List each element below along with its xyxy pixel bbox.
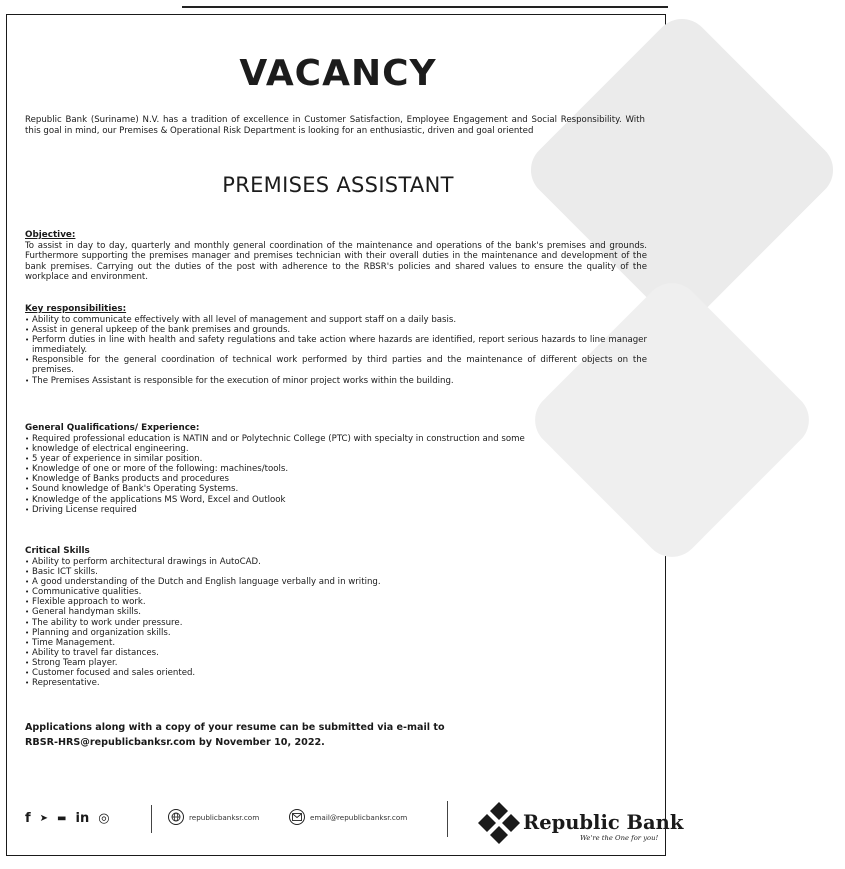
list-item: • A good understanding of the Dutch and English language verbally and in writing. bbox=[25, 577, 647, 587]
list-item: • Ability to perform architectural drawings in AutoCAD. bbox=[25, 557, 647, 567]
globe-icon bbox=[168, 809, 184, 825]
list-item: • Sound knowledge of Bank's Operating Systems. bbox=[25, 484, 647, 494]
republic-bank-logo bbox=[475, 795, 684, 851]
list-item: • Flexible approach to work. bbox=[25, 597, 647, 607]
footer bbox=[25, 795, 684, 851]
top-rule bbox=[182, 6, 668, 8]
application-instructions bbox=[25, 720, 585, 750]
brand-name: Republic Bank bbox=[523, 811, 684, 834]
facebook-icon[interactable]: f bbox=[25, 811, 31, 826]
website-text: republicbanksr.com bbox=[189, 812, 260, 822]
skills-list bbox=[25, 557, 647, 688]
application-line-2: RBSR-HRS@republicbanksr.com by November 10, 2022. bbox=[25, 737, 325, 748]
linkedin-icon[interactable]: in bbox=[75, 811, 90, 826]
responsibilities-section bbox=[25, 304, 647, 386]
footer-divider bbox=[151, 805, 152, 833]
list-item: • Required professional education is NATIN and or Polytechnic College (PTC) with specialty in construction and some bbox=[25, 434, 647, 444]
youtube-icon[interactable]: ▬ bbox=[57, 813, 67, 824]
vacancy-ad-frame bbox=[6, 14, 684, 856]
list-item: • Driving License required bbox=[25, 505, 647, 515]
list-item: • Responsible for the general coordination of technical work performed by third parties and the maintenance of different objects on the premises. bbox=[25, 355, 647, 375]
list-item: • Assist in general upkeep of the bank premises and grounds. bbox=[25, 325, 647, 335]
list-item: • Knowledge of one or more of the following: machines/tools. bbox=[25, 464, 647, 474]
objective-section bbox=[25, 230, 647, 282]
responsibilities-list bbox=[25, 315, 647, 386]
skills-heading: Critical Skills bbox=[25, 546, 90, 556]
list-item: • General handyman skills. bbox=[25, 607, 647, 617]
list-item: • Representative. bbox=[25, 678, 647, 688]
skills-section bbox=[25, 546, 647, 688]
qualifications-list bbox=[25, 434, 647, 515]
list-item: • Knowledge of the applications MS Word, Excel and Outlook bbox=[25, 495, 647, 505]
objective-text: To assist in day to day, quarterly and monthly general coordination of the maintenance and operations of the bank's premises and grounds. Furthermore supporting the premises manager and premises technician with their overall duties in the maintenance and development of the bank premises. Carrying out the duties of the post with adherence to the RBSR's policies and shared values to ensure the quality of the workplace and environment. bbox=[25, 241, 647, 282]
vacancy-title: VACANCY bbox=[239, 53, 437, 94]
email-link[interactable] bbox=[289, 809, 407, 825]
list-item: • Strong Team player. bbox=[25, 658, 647, 668]
list-item: • Communicative qualities. bbox=[25, 587, 647, 597]
position-title: PREMISES ASSISTANT bbox=[222, 173, 454, 197]
list-item: • Basic ICT skills. bbox=[25, 567, 647, 577]
list-item: • The Premises Assistant is responsible for the execution of minor project works within the building. bbox=[25, 376, 647, 386]
list-item: • Planning and organization skills. bbox=[25, 628, 647, 638]
list-item: • 5 year of experience in similar position. bbox=[25, 454, 647, 464]
twitter-icon[interactable]: ➤ bbox=[39, 813, 49, 824]
instagram-icon[interactable]: ◎ bbox=[98, 811, 110, 826]
list-item: • The ability to work under pressure. bbox=[25, 618, 647, 628]
list-item: • knowledge of electrical engineering. bbox=[25, 444, 647, 454]
social-links bbox=[25, 811, 110, 827]
footer-divider-logo bbox=[447, 801, 448, 837]
qualifications-heading: General Qualifications/ Experience: bbox=[25, 423, 200, 433]
logo-mark-icon bbox=[477, 801, 521, 845]
email-text: email@republicbanksr.com bbox=[310, 812, 408, 822]
list-item: • Ability to travel far distances. bbox=[25, 648, 647, 658]
list-item: • Perform duties in line with health and safety regulations and take action where hazards are identified, report serious hazards to line manager immediately. bbox=[25, 335, 647, 355]
email-icon bbox=[289, 809, 305, 825]
envelope-glyph bbox=[292, 813, 302, 821]
list-item: • Ability to communicate effectively with all level of management and support staff on a daily basis. bbox=[25, 315, 647, 325]
list-item: • Time Management. bbox=[25, 638, 647, 648]
application-line-1: Applications along with a copy of your resume can be submitted via e-mail to bbox=[25, 722, 445, 733]
brand-tagline: We're the One for you! bbox=[580, 834, 659, 842]
intro-paragraph: Republic Bank (Suriname) N.V. has a tradition of excellence in Customer Satisfaction, Employee Engagement and Social Responsibility. With this goal in mind, our Premises & Operational Risk Department is looking for an enthusiastic, driven and goal oriented bbox=[25, 115, 645, 136]
qualifications-section bbox=[25, 423, 647, 515]
globe-glyph bbox=[171, 812, 181, 822]
responsibilities-heading: Key responsibilities: bbox=[25, 304, 127, 314]
website-link[interactable] bbox=[168, 809, 259, 825]
list-item: • Knowledge of Banks products and procedures bbox=[25, 474, 647, 484]
objective-heading: Objective: bbox=[25, 230, 76, 240]
list-item: • Customer focused and sales oriented. bbox=[25, 668, 647, 678]
